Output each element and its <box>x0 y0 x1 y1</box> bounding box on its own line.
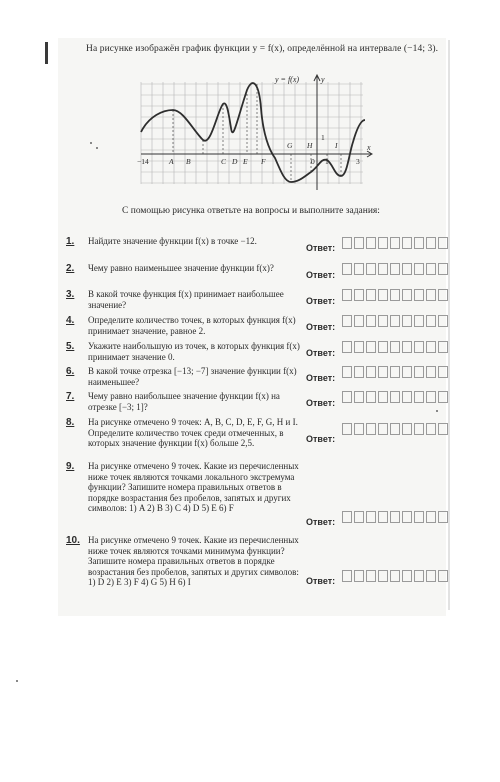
point-e-label: E <box>243 157 248 166</box>
point-d-label: D <box>232 157 238 166</box>
question-number: 8. <box>66 417 75 428</box>
point-a-label: A <box>169 157 174 166</box>
question-text: Определите количество точек, в которых функция f(x) принимает значение, равное 2. <box>88 315 296 336</box>
scan-speck <box>90 142 92 144</box>
question-text: В какой точке функция f(x) принимает наибольшее значение? <box>88 289 284 310</box>
answer-boxes-4[interactable] <box>342 315 450 327</box>
question-number: 2. <box>66 263 75 274</box>
function-graph <box>135 72 375 192</box>
intro-text: На рисунке изображён график функции y = f(x), определённой на интервале (−14; 3). <box>86 44 439 54</box>
question-text: Найдите значение функции f(x) в точке −12. <box>88 236 257 246</box>
question-number: 4. <box>66 315 75 326</box>
graph-one-y-label: 1 <box>321 133 325 142</box>
graph-func-label: y = f(x) <box>275 75 300 84</box>
question-number: 5. <box>66 341 75 352</box>
scan-speck <box>96 147 98 149</box>
scan-speck <box>16 680 18 682</box>
answer-label-4: Ответ: <box>306 322 336 332</box>
point-i-label: I <box>335 141 338 150</box>
grid <box>141 82 363 184</box>
scan-speck <box>436 410 438 412</box>
answer-boxes-2[interactable] <box>342 263 450 275</box>
answer-boxes-9[interactable] <box>342 511 450 523</box>
question-text: На рисунке отмечено 9 точек. Какие из перечисленных ниже точек являются точками локального экстремума функции? Запишите номера правильных ответов в порядке возрастания без пробелов, запятых и других символов: 1) A 2) B 3) C 4) D 5) E 6) F <box>88 461 299 513</box>
answer-label-1: Ответ: <box>306 243 336 253</box>
graph-y-label: y <box>321 75 325 84</box>
point-f-label: F <box>261 157 266 166</box>
answer-label-6: Ответ: <box>306 373 336 383</box>
question-number: 7. <box>66 391 75 402</box>
point-b-label: B <box>186 157 191 166</box>
answer-boxes-6[interactable] <box>342 366 450 378</box>
question-text: Укажите наибольшую из точек, в которых функция f(x) принимает значение 0. <box>88 341 300 362</box>
graph-xmax-label: 3 <box>356 157 360 166</box>
graph-xmin-label: −14 <box>137 157 149 166</box>
instructions: С помощью рисунка ответьте на вопросы и выполните задания: <box>122 206 380 216</box>
point-h-label: H <box>307 141 313 150</box>
answer-label-10: Ответ: <box>306 576 336 586</box>
function-curve <box>141 83 365 182</box>
question-text: На рисунке отмечено 9 точек: A, B, C, D, E, F, G, H и I. Определите количество точек среди отмеченных, в которых значение функции f(x) больше 2,5. <box>88 417 298 448</box>
question-text: Чему равно наименьшее значение функции f(x)? <box>88 263 274 273</box>
question-number: 9. <box>66 461 75 472</box>
answer-label-7: Ответ: <box>306 398 336 408</box>
point-g-label: G <box>287 141 293 150</box>
question-text: На рисунке отмечено 9 точек. Какие из перечисленных ниже точек являются точками минимума функции? Запишите номера правильных ответов в порядке возрастания без пробелов, запятых и других символов: 1) D 2) E 3) F 4) G 5) H 6) I <box>88 535 299 587</box>
question-text: Чему равно наибольшее значение функции f(x) на отрезке [−3; 1]? <box>88 391 280 412</box>
answer-label-3: Ответ: <box>306 296 336 306</box>
answer-boxes-3[interactable] <box>342 289 450 301</box>
question-text: В какой точке отрезка [−13; −7] значение функции f(x) наименьшее? <box>88 366 297 387</box>
point-c-label: C <box>221 157 227 166</box>
question-number: 10. <box>66 535 80 546</box>
question-number: 1. <box>66 236 75 247</box>
answer-label-8: Ответ: <box>306 434 336 444</box>
answer-label-5: Ответ: <box>306 348 336 358</box>
answer-boxes-8[interactable] <box>342 423 450 435</box>
graph-one-x-label: 1 <box>325 157 329 166</box>
answer-boxes-7[interactable] <box>342 391 450 403</box>
answer-boxes-10[interactable] <box>342 570 450 582</box>
graph-zero-label: 0 <box>311 157 315 166</box>
answer-boxes-5[interactable] <box>342 341 450 353</box>
answer-label-2: Ответ: <box>306 270 336 280</box>
scan-edge-mark <box>45 42 48 64</box>
question-number: 3. <box>66 289 75 300</box>
graph-x-label: x <box>367 143 371 152</box>
question-number: 6. <box>66 366 75 377</box>
answer-label-9: Ответ: <box>306 517 336 527</box>
answer-boxes-1[interactable] <box>342 237 450 249</box>
